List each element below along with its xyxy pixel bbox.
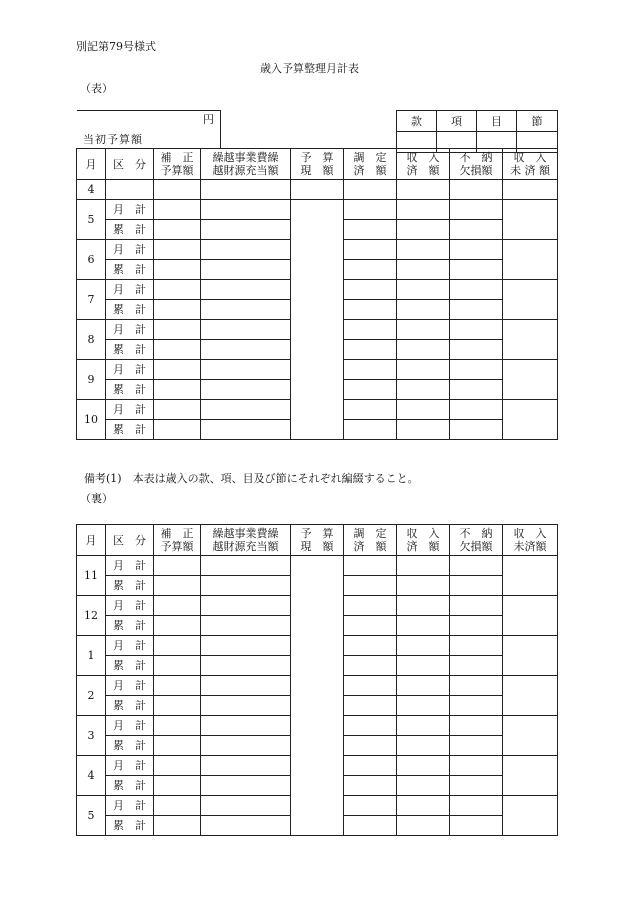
row-monthly: 月 計 xyxy=(106,200,154,220)
row-monthly: 月 計 xyxy=(106,716,154,736)
row-monthly: 月 計 xyxy=(106,280,154,300)
code-header-setsu: 節 xyxy=(517,111,558,132)
code-header-kou: 項 xyxy=(437,111,477,132)
hdr-category: 区 分 xyxy=(106,525,154,556)
row-cumulative: 累 計 xyxy=(106,776,154,796)
front-label: （表） xyxy=(80,82,113,95)
hdr-month: 月 xyxy=(77,525,106,556)
current-budget-column xyxy=(291,556,344,836)
hdr-deficit: 不 納 欠損額 xyxy=(450,525,503,556)
hdr-carryover: 繰越事業費繰 越財源充当額 xyxy=(201,525,291,556)
back-table xyxy=(76,524,558,836)
month-cell: 10 xyxy=(77,400,106,440)
hdr-supplementary: 補 正 予算額 xyxy=(154,525,201,556)
month-cell: 5 xyxy=(77,200,106,240)
note: 備考(1) 本表は歳入の款、項、目及び節にそれぞれ編綴すること。 xyxy=(84,472,419,485)
month-cell: 7 xyxy=(77,280,106,320)
row-cumulative: 累 計 xyxy=(106,300,154,320)
month-cell: 9 xyxy=(77,360,106,400)
month-cell: 6 xyxy=(77,240,106,280)
row-monthly: 月 計 xyxy=(106,756,154,776)
row-monthly: 月 計 xyxy=(106,240,154,260)
row-monthly: 月 計 xyxy=(106,596,154,616)
front-table xyxy=(76,148,558,440)
row-monthly: 月 計 xyxy=(106,676,154,696)
form-label: 別記第79号様式 xyxy=(76,40,156,53)
row-cumulative: 累 計 xyxy=(106,420,154,440)
row-monthly: 月 計 xyxy=(106,360,154,380)
code-box xyxy=(396,110,558,153)
hdr-category: 区 分 xyxy=(106,149,154,180)
row-cumulative: 累 計 xyxy=(106,736,154,756)
row-cumulative: 累 計 xyxy=(106,380,154,400)
row-monthly: 月 計 xyxy=(106,796,154,816)
row-monthly: 月 計 xyxy=(106,556,154,576)
month-cell: 5 xyxy=(77,796,106,836)
row-cumulative: 累 計 xyxy=(106,576,154,596)
back-label: （裏） xyxy=(80,492,113,505)
row-cumulative: 累 計 xyxy=(106,260,154,280)
row-cumulative: 累 計 xyxy=(106,816,154,836)
month-cell: 12 xyxy=(77,596,106,636)
hdr-received: 収 入 済 額 xyxy=(397,149,450,180)
month-cell: 1 xyxy=(77,636,106,676)
row-cumulative: 累 計 xyxy=(106,220,154,240)
hdr-deficit: 不 納 欠損額 xyxy=(450,149,503,180)
row-monthly: 月 計 xyxy=(106,320,154,340)
hdr-current-budget: 予 算 現 額 xyxy=(291,525,344,556)
row-cumulative: 累 計 xyxy=(106,616,154,636)
hdr-unreceived: 収 入 未 済 額 xyxy=(503,149,558,180)
row-monthly: 月 計 xyxy=(106,400,154,420)
current-budget-column xyxy=(291,200,344,440)
row-cumulative: 累 計 xyxy=(106,696,154,716)
hdr-assessed: 調 定 済 額 xyxy=(344,525,397,556)
page-title: 歳入予算整理月計表 xyxy=(260,62,359,75)
hdr-current-budget: 予 算 現 額 xyxy=(291,149,344,180)
row-cumulative: 累 計 xyxy=(106,340,154,360)
row-cumulative: 累 計 xyxy=(106,656,154,676)
month-cell: 4 xyxy=(77,756,106,796)
hdr-month: 月 xyxy=(77,149,106,180)
initial-budget-box xyxy=(76,110,221,149)
initial-budget-underline xyxy=(76,110,77,148)
month-cell: 8 xyxy=(77,320,106,360)
month-cell: 11 xyxy=(77,556,106,596)
hdr-unreceived: 収 入 未済額 xyxy=(503,525,558,556)
month-cell: 4 xyxy=(77,180,106,200)
code-header-moku: 目 xyxy=(477,111,517,132)
hdr-assessed: 調 定 済 額 xyxy=(344,149,397,180)
hdr-received: 収 入 済 額 xyxy=(397,525,450,556)
hdr-carryover: 繰越事業費繰 越財源充当額 xyxy=(201,149,291,180)
month-cell: 2 xyxy=(77,676,106,716)
code-header-kan: 款 xyxy=(397,111,437,132)
hdr-supplementary: 補 正 予算額 xyxy=(154,149,201,180)
yen-label: 円 xyxy=(203,113,214,126)
month-cell: 3 xyxy=(77,716,106,756)
initial-budget-label: 当初予算額 xyxy=(83,133,143,146)
row-monthly: 月 計 xyxy=(106,636,154,656)
